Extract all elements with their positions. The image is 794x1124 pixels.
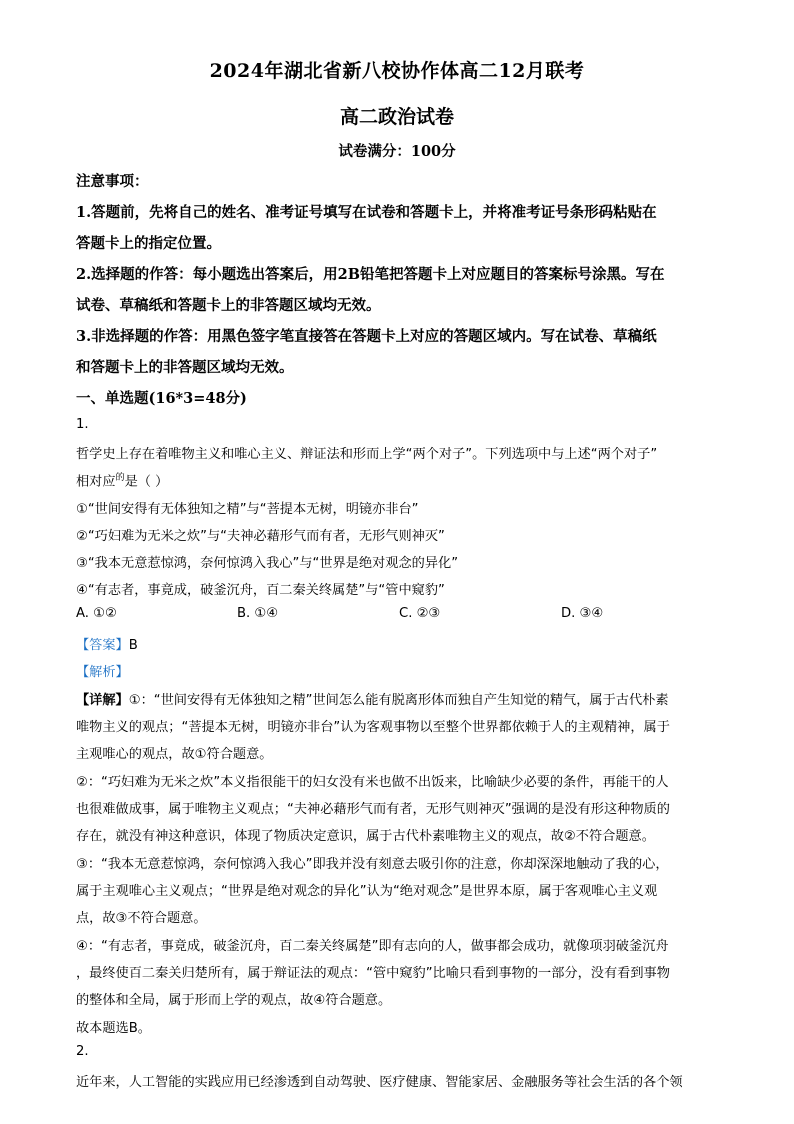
question-item-4: ④“有志者，事竟成，破釜沉舟，百二秦关终属楚”与“管中窥豹” bbox=[76, 583, 445, 598]
detail-line-8: 属于主观唯心主义观点；“世界是绝对观念的异化”认为“绝对观念”是世界本原，属于客观唯心主义观 bbox=[76, 884, 658, 899]
question-2-number: 2. bbox=[76, 1044, 89, 1059]
answer-value: B bbox=[128, 638, 138, 653]
detail-line-2: 唯物主义的观点；“菩提本无树，明镜亦非台”认为客观事物以至整个世界都依赖于人的主观精神，属于 bbox=[76, 720, 670, 735]
notice-item-2a: 2.选择题的作答：每小题选出答案后，用2B铅笔把答题卡上对应题目的答案标号涂黑。写在 bbox=[76, 266, 665, 283]
detail-conclusion: 故本题选B。 bbox=[76, 1021, 151, 1036]
exam-score: 试卷满分：100分 bbox=[338, 143, 456, 160]
exam-title: 2024年湖北省新八校协作体高二12月联考 bbox=[209, 60, 585, 82]
detail-line-10: ④：“有志者，事竟成，破釜沉舟，百二秦关终属楚”即有志向的人，做事都会成功，就像项羽破釜沉舟 bbox=[76, 939, 669, 954]
detail-line-7: ③：“我本无意惹惊鸿，奈何惊鸿入我心”即我并没有刻意去吸引你的注意，你却深深地触动了我的心， bbox=[76, 857, 669, 872]
analysis-tag: 【解析】 bbox=[76, 665, 129, 680]
answer-line bbox=[76, 634, 138, 653]
question-stem-line-1: 哲学史上存在着唯物主义和唯心主义、辩证法和形而上学“两个对子”。下列选项中与上述“两个对子” bbox=[76, 447, 658, 462]
detail-line-3: 主观唯心的观点，故①符合题意。 bbox=[76, 747, 273, 762]
question-item-1: ①“世间安得有无体独知之精”与“菩提本无树，明镜亦非台” bbox=[76, 502, 419, 517]
analysis-line bbox=[76, 661, 129, 680]
notice-item-2b: 试卷、草稿纸和答题卡上的非答题区域均无效。 bbox=[76, 297, 381, 314]
stem-superscript: 的 bbox=[115, 473, 125, 483]
detail-line-12: 的整体和全局，属于形而上学的观点，故④符合题意。 bbox=[76, 993, 392, 1008]
detail-line-6: 存在，就没有神这种意识，体现了物质决定意识，属于古代朴素唯物主义的观点，故②不符合题意。 bbox=[76, 829, 655, 844]
detail-line-9: 点，故③不符合题意。 bbox=[76, 911, 207, 926]
detail-tag: 【详解】 bbox=[76, 693, 129, 708]
notice-item-1a: 1.答题前，先将自己的姓名、准考证号填写在试卷和答题卡上，并将准考证号条形码粘贴在 bbox=[76, 204, 657, 221]
detail-line-1 bbox=[76, 689, 669, 708]
question-number: 1. bbox=[76, 417, 89, 432]
option-a: A. ①② bbox=[76, 606, 117, 621]
answer-tag: 【答案】 bbox=[76, 638, 129, 653]
option-c: C. ②③ bbox=[399, 606, 441, 621]
detail-line-5: 也很难做成事，属于唯物主义观点；“夫神必藉形气而有者，无形气则神灭”强调的是没有形这种物质的 bbox=[76, 802, 670, 817]
section-heading: 一、单选题(16*3=48分) bbox=[76, 390, 247, 407]
exam-subtitle: 高二政治试卷 bbox=[339, 106, 454, 128]
detail-line-11: ，最终使百二秦关归楚所有，属于辩证法的观点：“管中窥豹”比喻只看到事物的一部分，没有看到事物 bbox=[76, 966, 670, 981]
option-b: B. ①④ bbox=[237, 606, 279, 621]
notice-heading: 注意事项： bbox=[76, 173, 149, 190]
question-2-stem-line-1: 近年来，人工智能的实践应用已经渗透到自动驾驶、医疗健康、智能家居、金融服务等社会生活的各个领 bbox=[76, 1075, 683, 1090]
question-item-3: ③“我本无意惹惊鸿，奈何惊鸿入我心”与“世界是绝对观念的异化” bbox=[76, 556, 459, 571]
question-stem-line-2 bbox=[76, 470, 168, 489]
option-d: D. ③④ bbox=[561, 606, 604, 621]
detail-line-4: ②：“巧妇难为无米之炊”本义指很能干的妇女没有米也做不出饭来，比喻缺少必要的条件，再能干的人 bbox=[76, 775, 669, 790]
notice-item-1b: 答题卡上的指定位置。 bbox=[76, 235, 221, 252]
notice-item-3a: 3.非选择题的作答：用黑色签字笔直接答在答题卡上对应的答题区域内。写在试卷、草稿纸 bbox=[76, 328, 657, 345]
notice-item-3b: 和答题卡上的非答题区域均无效。 bbox=[76, 359, 294, 376]
question-item-2: ②“巧妇难为无米之炊”与“夫神必藉形气而有者，无形气则神灭” bbox=[76, 529, 445, 544]
stem-text: 相对应 bbox=[76, 474, 116, 490]
stem-text-end: 是（ ） bbox=[124, 474, 169, 490]
detail-text: ①：“世间安得有无体独知之精”世间怎么能有脱离形体而独自产生知觉的精气，属于古代朴素 bbox=[128, 693, 669, 708]
